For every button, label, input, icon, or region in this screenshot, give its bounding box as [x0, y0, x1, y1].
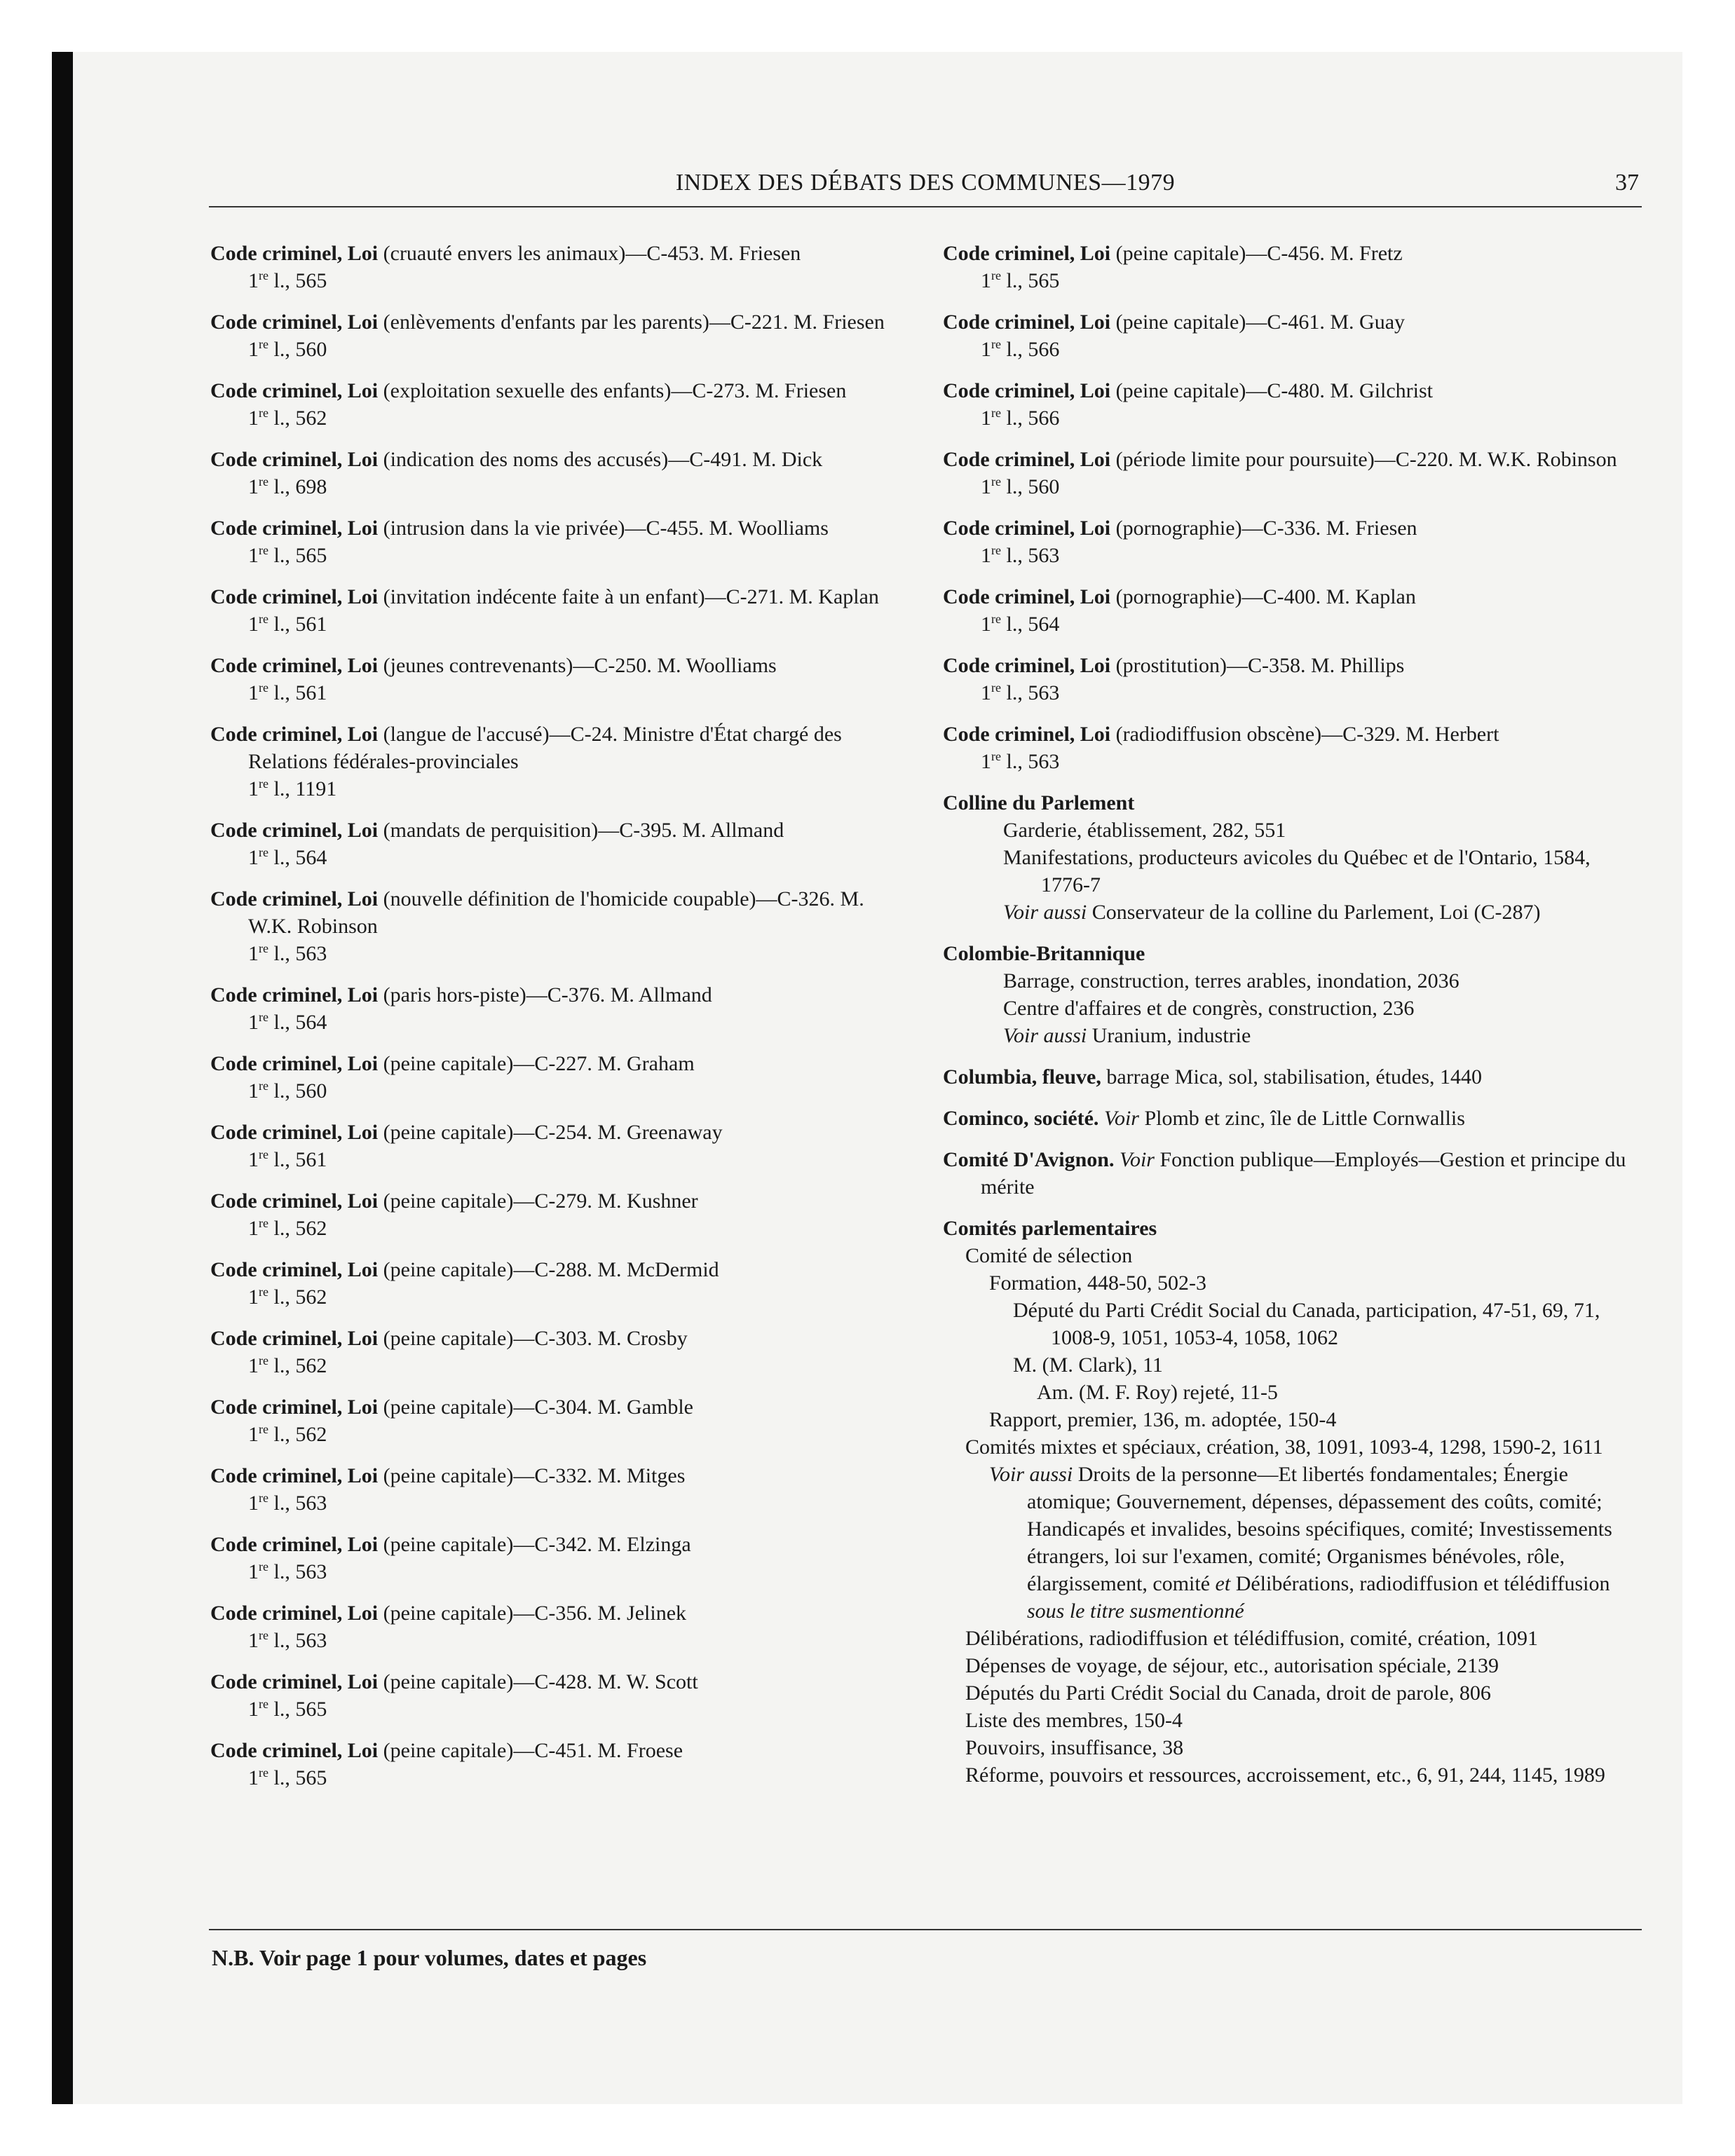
entry-heading: Code criminel, Loi	[210, 723, 379, 746]
entry-reference: 1re l., 563	[981, 681, 1060, 704]
ordinal-superscript: re	[259, 406, 268, 420]
reference-page: l., 561	[273, 681, 327, 704]
right-column	[943, 240, 1644, 1803]
see-label: Voir	[1119, 1148, 1155, 1171]
subentry: Délibérations, radiodiffusion et télédiffusion, comité, création, 1091	[965, 1627, 1539, 1650]
ordinal-superscript: re	[259, 1560, 268, 1574]
entry-reference: 1re l., 562	[248, 1422, 327, 1446]
entry-description: (peine capitale)—C-456. M. Fretz	[1115, 242, 1403, 265]
index-entry	[943, 514, 1644, 569]
entry-reference: 1re l., 563	[981, 749, 1060, 773]
reference-page: l., 560	[1006, 475, 1060, 498]
scan-shadow-edge	[52, 52, 73, 2104]
entry-reference: 1re l., 564	[248, 1010, 327, 1034]
entry-description: (peine capitale)—C-451. M. Froese	[383, 1739, 683, 1762]
entry-reference: 1re l., 561	[248, 612, 327, 636]
ordinal-superscript: re	[259, 845, 268, 859]
entry-description: (peine capitale)—C-227. M. Graham	[383, 1052, 695, 1075]
reference-page: l., 563	[1006, 681, 1060, 704]
subentry: Formation, 448-50, 502-3	[989, 1271, 1206, 1295]
reference-page: l., 566	[1006, 407, 1060, 430]
entry-description: (radiodiffusion obscène)—C-329. M. Herbert	[1115, 723, 1499, 746]
reference-page: l., 560	[273, 1079, 327, 1103]
entry-text: barrage Mica, sol, stabilisation, études, 1440	[1106, 1065, 1483, 1089]
entry-heading: Code criminel, Loi	[943, 654, 1111, 677]
ordinal-superscript: re	[259, 1010, 268, 1024]
entry-heading: Code criminel, Loi	[210, 1464, 379, 1487]
entry-description: (peine capitale)—C-304. M. Gamble	[383, 1396, 693, 1419]
index-entry	[210, 377, 911, 432]
ordinal-superscript: re	[259, 941, 268, 955]
see-also-text: Conservateur de la colline du Parlement, Loi (C-287)	[1091, 901, 1541, 924]
entry-reference: 1re l., 698	[248, 475, 327, 498]
reference-page: l., 565	[273, 1698, 327, 1721]
ordinal-superscript: re	[259, 1079, 268, 1093]
entry-heading: Code criminel, Loi	[210, 448, 379, 471]
entry-description: (peine capitale)—C-288. M. McDermid	[383, 1258, 719, 1281]
entry-description: (jeunes contrevenants)—C-250. M. Woolliams	[383, 654, 777, 677]
entry-heading: Code criminel, Loi	[210, 887, 379, 910]
entry-heading: Code criminel, Loi	[210, 983, 379, 1007]
entry-description: (peine capitale)—C-428. M. W. Scott	[383, 1670, 698, 1693]
index-entry	[210, 240, 911, 294]
entry-description: (intrusion dans la vie privée)—C-455. M. Woolliams	[383, 517, 829, 540]
entry-reference: 1re l., 565	[248, 268, 327, 292]
entry-reference: 1re l., 564	[981, 612, 1060, 636]
entry-reference: 1re l., 560	[248, 1079, 327, 1103]
reference-page: l., 562	[273, 1285, 327, 1309]
index-entry	[943, 652, 1644, 707]
entry-description: (invitation indécente faite à un enfant)—C-271. M. Kaplan	[383, 585, 879, 608]
index-entry	[210, 1325, 911, 1379]
entry-heading: Code criminel, Loi	[943, 379, 1111, 402]
entry-heading: Colombie-Britannique	[943, 942, 1145, 965]
ordinal-superscript: re	[991, 337, 1001, 351]
entry-reference: 1re l., 561	[248, 1147, 327, 1171]
ordinal-superscript: re	[259, 1697, 268, 1711]
entry-description: (période limite pour poursuite)—C-220. M. W.K. Robinson	[1115, 448, 1617, 471]
reference-page: l., 565	[1006, 269, 1060, 292]
see-also-text: Délibérations, radiodiffusion et télédiffusion	[1235, 1572, 1610, 1595]
entry-reference: 1re l., 563	[248, 1491, 327, 1515]
entry-description: (prostitution)—C-358. M. Phillips	[1115, 654, 1405, 677]
index-entry	[210, 1668, 911, 1723]
entry-description: (cruauté envers les animaux)—C-453. M. Friesen	[383, 242, 801, 265]
entry-description: (langue de l'accusé)—C-24. Ministre d'État chargé des Relations fédérales-provinciales	[248, 723, 842, 773]
entry-description: (peine capitale)—C-480. M. Gilchrist	[1115, 379, 1434, 402]
page-number: 37	[1615, 170, 1639, 196]
entry-heading: Comités parlementaires	[943, 1217, 1157, 1240]
index-entry	[210, 817, 911, 871]
ordinal-superscript: re	[259, 1491, 268, 1505]
entry-reference: 1re l., 566	[981, 406, 1060, 430]
ordinal-superscript: re	[259, 543, 268, 557]
entry-heading: Code criminel, Loi	[943, 723, 1111, 746]
entry-reference: 1re l., 562	[248, 1285, 327, 1309]
entry-reference: 1re l., 563	[248, 1628, 327, 1652]
entry-description: (mandats de perquisition)—C-395. M. Allmand	[383, 819, 784, 842]
see-label: Voir	[1103, 1107, 1139, 1130]
index-entry	[943, 721, 1644, 775]
footer-divider	[209, 1929, 1642, 1930]
see-also-text: Droits de la personne—Et libertés fondamentales; Énergie atomique; Gouvernement, dépenses, dépassement des coûts, comité; Handicapés et invalides, besoins spécifiques, comité; Investissements étrangers, loi sur l'examen, comité; Organismes bénévoles, rôle, élargissement, comité	[1027, 1463, 1612, 1595]
entry-description: (exploitation sexuelle des enfants)—C-273. M. Friesen	[383, 379, 847, 402]
ordinal-superscript: re	[991, 749, 1001, 763]
subentry: Garderie, établissement, 282, 551	[1003, 819, 1286, 842]
index-entry-colline	[943, 789, 1644, 926]
entry-heading: Code criminel, Loi	[210, 1327, 379, 1350]
subentry: Députés du Parti Crédit Social du Canada, droit de parole, 806	[965, 1681, 1491, 1705]
see-also-label: Voir aussi	[989, 1463, 1073, 1486]
entry-description: (peine capitale)—C-461. M. Guay	[1115, 311, 1406, 334]
entry-description: (indication des noms des accusés)—C-491. M. Dick	[383, 448, 823, 471]
reference-page: l., 698	[273, 475, 327, 498]
index-entry	[943, 240, 1644, 294]
subentry: Député du Parti Crédit Social du Canada, participation, 47-51, 69, 71, 1008-9, 1051, 1053-4, 1058, 1062	[1013, 1299, 1600, 1349]
ordinal-superscript: re	[259, 777, 268, 791]
reference-page: l., 563	[1006, 544, 1060, 567]
index-entry	[210, 1462, 911, 1517]
entry-heading: Colline du Parlement	[943, 791, 1135, 814]
subentry: Dépenses de voyage, de séjour, etc., autorisation spéciale, 2139	[965, 1654, 1499, 1677]
see-also-label: Voir aussi	[1003, 901, 1087, 924]
entry-reference: 1re l., 564	[248, 845, 327, 869]
reference-page: l., 563	[273, 1492, 327, 1515]
entry-heading: Code criminel, Loi	[943, 517, 1111, 540]
entry-reference: 1re l., 562	[248, 406, 327, 430]
index-entry	[210, 1737, 911, 1792]
reference-page: l., 563	[273, 942, 327, 965]
right-code-entries	[943, 240, 1644, 775]
entry-description: (peine capitale)—C-356. M. Jelinek	[383, 1602, 687, 1625]
reference-page: l., 565	[273, 269, 327, 292]
reference-page: l., 561	[273, 1148, 327, 1171]
entry-description: (peine capitale)—C-303. M. Crosby	[383, 1327, 688, 1350]
reference-page: l., 563	[1006, 750, 1060, 773]
index-entry	[210, 583, 911, 638]
entry-description: (peine capitale)—C-332. M. Mitges	[383, 1464, 686, 1487]
ordinal-superscript: re	[259, 1353, 268, 1367]
reference-page: l., 562	[273, 1217, 327, 1240]
subentry: Rapport, premier, 136, m. adoptée, 150-4	[989, 1408, 1337, 1431]
entry-description: (pornographie)—C-400. M. Kaplan	[1115, 585, 1416, 608]
index-entry	[210, 308, 911, 363]
footer-note: N.B. Voir page 1 pour volumes, dates et pages	[212, 1945, 647, 1970]
see-also-label: Voir aussi	[1003, 1024, 1087, 1047]
reference-page: l., 564	[1006, 613, 1060, 636]
index-entry	[943, 446, 1644, 500]
index-entry-comites	[943, 1215, 1644, 1789]
index-entry	[210, 514, 911, 569]
see-also-qualifier: sous le titre susmentionné	[1027, 1599, 1244, 1623]
entry-heading: Code criminel, Loi	[210, 1396, 379, 1419]
index-entry	[210, 1187, 911, 1242]
index-entry	[210, 446, 911, 500]
entry-reference: 1re l., 565	[981, 268, 1060, 292]
entry-reference: 1re l., 563	[981, 543, 1060, 567]
ordinal-superscript: re	[259, 337, 268, 351]
ordinal-superscript: re	[991, 268, 1001, 282]
index-entry-avignon	[943, 1146, 1644, 1201]
ordinal-superscript: re	[259, 1628, 268, 1642]
reference-page: l., 561	[273, 613, 327, 636]
entry-heading: Code criminel, Loi	[210, 1052, 379, 1075]
index-entry	[210, 721, 911, 803]
reference-page: l., 560	[273, 338, 327, 361]
index-entry	[210, 1050, 911, 1105]
entry-reference: 1re l., 563	[248, 941, 327, 965]
page-title: INDEX DES DÉBATS DES COMMUNES—1979	[675, 170, 1176, 196]
entry-reference: 1re l., 565	[248, 1766, 327, 1789]
subentry: Pouvoirs, insuffisance, 38	[965, 1736, 1184, 1759]
subentry: Barrage, construction, terres arables, inondation, 2036	[1003, 969, 1460, 992]
reference-page: l., 562	[273, 1423, 327, 1446]
index-entry	[210, 981, 911, 1036]
ordinal-superscript: re	[991, 681, 1001, 695]
entry-heading: Code criminel, Loi	[943, 242, 1111, 265]
ordinal-superscript: re	[259, 612, 268, 626]
entry-reference: 1re l., 562	[248, 1353, 327, 1377]
reference-page: l., 562	[273, 1354, 327, 1377]
entry-reference: 1re l., 566	[981, 337, 1060, 361]
entry-description: (nouvelle définition de l'homicide coupable)—C-326. M. W.K. Robinson	[248, 887, 864, 938]
ordinal-superscript: re	[259, 475, 268, 489]
index-entry	[943, 308, 1644, 363]
entry-reference: 1re l., 560	[248, 337, 327, 361]
subentry: Centre d'affaires et de congrès, construction, 236	[1003, 997, 1415, 1020]
entry-heading: Code criminel, Loi	[210, 517, 379, 540]
entry-description: (pornographie)—C-336. M. Friesen	[1115, 517, 1417, 540]
ordinal-superscript: re	[991, 406, 1001, 420]
entry-heading: Code criminel, Loi	[943, 585, 1111, 608]
subentry: Comités mixtes et spéciaux, création, 38, 1091, 1093-4, 1298, 1590-2, 1611	[965, 1435, 1603, 1459]
entry-reference: 1re l., 561	[248, 681, 327, 704]
ordinal-superscript: re	[259, 1216, 268, 1230]
index-entry	[943, 377, 1644, 432]
subentry: M. (M. Clark), 11	[1013, 1353, 1163, 1377]
index-entry	[210, 1119, 911, 1173]
entry-text: Fonction publique—Employés—Gestion et principe du mérite	[981, 1148, 1626, 1199]
ordinal-superscript: re	[259, 268, 268, 282]
subentry: Am. (M. F. Roy) rejeté, 11-5	[1037, 1381, 1278, 1404]
index-entry	[210, 1256, 911, 1311]
ordinal-superscript: re	[259, 1147, 268, 1161]
entry-heading: Cominco, société.	[943, 1107, 1099, 1130]
reference-page: l., 563	[273, 1629, 327, 1652]
page-header	[209, 167, 1642, 207]
subentry: Réforme, pouvoirs et ressources, accroissement, etc., 6, 91, 244, 1145, 1989	[965, 1763, 1605, 1787]
entry-reference: 1re l., 560	[981, 475, 1060, 498]
subentry: Comité de sélection	[965, 1244, 1133, 1267]
entry-heading: Code criminel, Loi	[210, 1121, 379, 1144]
ordinal-superscript: re	[991, 612, 1001, 626]
entry-heading: Code criminel, Loi	[210, 1670, 379, 1693]
entry-heading: Code criminel, Loi	[210, 819, 379, 842]
entry-heading: Code criminel, Loi	[210, 1258, 379, 1281]
subentry: Manifestations, producteurs avicoles du Québec et de l'Ontario, 1584, 1776-7	[1003, 846, 1591, 896]
entry-heading: Code criminel, Loi	[210, 1739, 379, 1762]
ordinal-superscript: re	[991, 475, 1001, 489]
entry-reference: 1re l., 1191	[248, 777, 337, 800]
entry-heading: Code criminel, Loi	[210, 242, 379, 265]
entry-heading: Columbia, fleuve,	[943, 1065, 1101, 1089]
index-entry	[210, 652, 911, 707]
entry-description: (peine capitale)—C-279. M. Kushner	[383, 1189, 698, 1213]
reference-page: l., 564	[273, 846, 327, 869]
entry-heading: Code criminel, Loi	[210, 585, 379, 608]
reference-page: l., 565	[273, 1766, 327, 1789]
entry-description: (enlèvements d'enfants par les parents)—C-221. M. Friesen	[383, 311, 885, 334]
index-entry-cominco	[943, 1105, 1644, 1132]
subentry: Liste des membres, 150-4	[965, 1709, 1183, 1732]
entry-heading: Code criminel, Loi	[210, 1602, 379, 1625]
index-entry-colombie	[943, 940, 1644, 1049]
index-entry	[210, 1531, 911, 1585]
entry-description: (peine capitale)—C-342. M. Elzinga	[383, 1533, 691, 1556]
ordinal-superscript: re	[991, 543, 1001, 557]
see-also	[981, 899, 1644, 926]
entry-heading: Code criminel, Loi	[210, 379, 379, 402]
reference-page: l., 562	[273, 407, 327, 430]
ordinal-superscript: re	[259, 1766, 268, 1780]
entry-heading: Code criminel, Loi	[943, 448, 1111, 471]
see-also-text: Uranium, industrie	[1091, 1024, 1251, 1047]
index-entry	[943, 583, 1644, 638]
entry-reference: 1re l., 565	[248, 1697, 327, 1721]
index-entry	[210, 1599, 911, 1654]
reference-page: l., 563	[273, 1560, 327, 1583]
entry-heading: Code criminel, Loi	[210, 654, 379, 677]
index-entry-columbia	[943, 1063, 1644, 1091]
entry-heading: Code criminel, Loi	[943, 311, 1111, 334]
see-also-connector: et	[1215, 1572, 1231, 1595]
left-column	[210, 240, 911, 1806]
entry-reference: 1re l., 563	[248, 1560, 327, 1583]
entry-text: Plomb et zinc, île de Little Cornwallis	[1144, 1107, 1465, 1130]
reference-page: l., 566	[1006, 338, 1060, 361]
entry-description: (peine capitale)—C-254. M. Greenaway	[383, 1121, 723, 1144]
entry-heading: Code criminel, Loi	[210, 311, 379, 334]
see-also	[981, 1022, 1644, 1049]
ordinal-superscript: re	[259, 1422, 268, 1436]
reference-page: l., 565	[273, 544, 327, 567]
reference-page: l., 564	[273, 1011, 327, 1034]
entry-heading: Code criminel, Loi	[210, 1189, 379, 1213]
reference-page: l., 1191	[273, 777, 337, 800]
index-entry	[210, 1393, 911, 1448]
entry-heading: Comité D'Avignon.	[943, 1148, 1115, 1171]
see-also	[943, 1461, 1644, 1625]
entry-heading: Code criminel, Loi	[210, 1533, 379, 1556]
ordinal-superscript: re	[259, 681, 268, 695]
entry-reference: 1re l., 565	[248, 543, 327, 567]
ordinal-superscript: re	[259, 1285, 268, 1299]
index-entry	[210, 885, 911, 967]
entry-reference: 1re l., 562	[248, 1216, 327, 1240]
entry-description: (paris hors-piste)—C-376. M. Allmand	[383, 983, 712, 1007]
